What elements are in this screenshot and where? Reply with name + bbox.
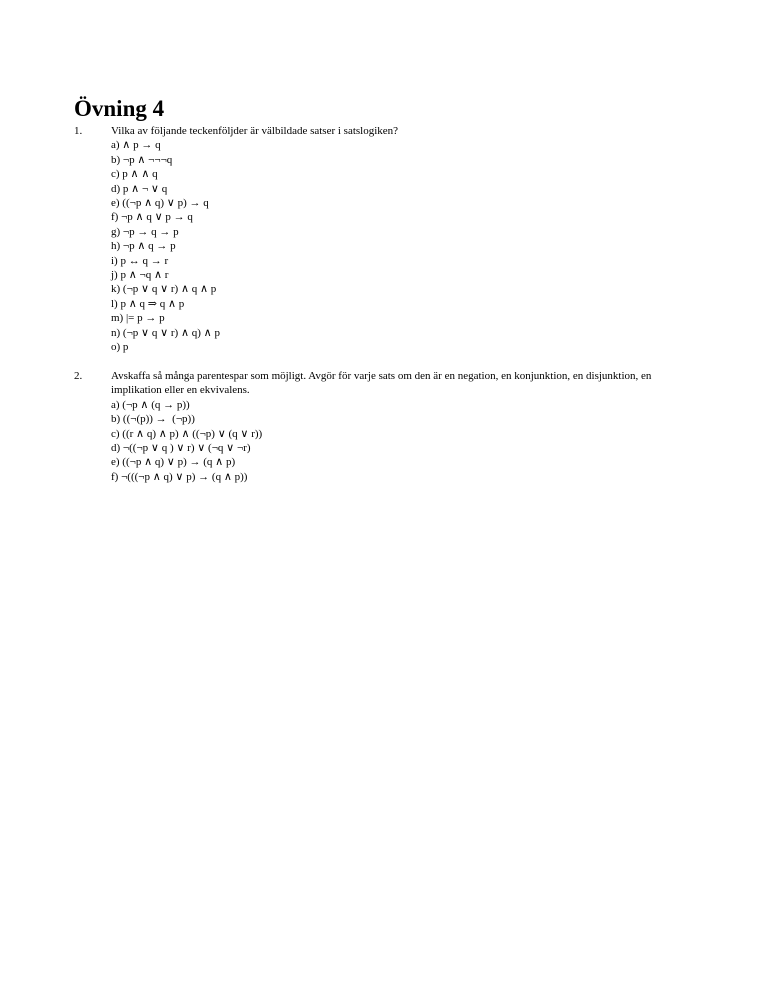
formula-item-l: l) p ∧ q ⇒ q ∧ p <box>111 297 185 310</box>
formula-item-d: d) ¬((¬p ∨ q ) ∨ r) ∨ (¬q ∨ ¬r) <box>111 442 251 455</box>
formula-item-b: b) ((¬(p)) → (¬p)) <box>111 413 195 426</box>
formula-item-o: o) p <box>111 341 129 354</box>
exercise-2 <box>74 369 674 484</box>
exercise-body <box>111 369 674 484</box>
formula-item-b: b) ¬p ∧ ¬¬¬q <box>111 153 173 166</box>
formula-item-c: c) p ∧ ∧ q <box>111 168 158 181</box>
exercise-1 <box>74 124 674 355</box>
formula-item-f: f) ¬(((¬p ∧ q) ∨ p) → (q ∧ p)) <box>111 470 248 483</box>
exercise-question: Avskaffa så många parentespar som möjligt. Avgör för varje sats om den är en negation, en konjunktion, en disjunktion, en implikation eller en ekvivalens. <box>111 370 652 397</box>
formula-item-a: a) (¬p ∧ (q → p)) <box>111 398 190 411</box>
formula-item-a: a) ∧ p → q <box>111 139 161 152</box>
formula-item-f: f) ¬p ∧ q ∨ p → q <box>111 211 193 224</box>
formula-item-i: i) p ↔ q → r <box>111 254 169 267</box>
page-title: Övning 4 <box>74 96 165 121</box>
exercise-question: Vilka av följande teckenföljder är välbildade satser i satslogiken? <box>111 125 399 137</box>
formula-item-c: c) ((r ∧ q) ∧ p) ∧ ((¬p) ∨ (q ∨ r)) <box>111 427 263 440</box>
formula-item-d: d) p ∧ ¬ ∨ q <box>111 182 168 195</box>
exercise-body <box>111 124 674 355</box>
formula-item-h: h) ¬p ∧ q → p <box>111 240 176 253</box>
formula-item-n: n) (¬p ∨ q ∨ r) ∧ q) ∧ p <box>111 326 220 339</box>
formula-item-j: j) p ∧ ¬q ∧ r <box>111 269 169 282</box>
exercise-number: 2. <box>74 370 83 382</box>
formula-item-m: m) |= p → p <box>111 312 165 325</box>
formula-item-e: e) ((¬p ∧ q) ∨ p) → (q ∧ p) <box>111 456 236 469</box>
exercise-number: 1. <box>74 125 83 137</box>
formula-item-e: e) ((¬p ∧ q) ∨ p) → q <box>111 197 209 210</box>
formula-item-k: k) (¬p ∨ q ∨ r) ∧ q ∧ p <box>111 283 217 296</box>
formula-item-g: g) ¬p → q → p <box>111 225 179 238</box>
